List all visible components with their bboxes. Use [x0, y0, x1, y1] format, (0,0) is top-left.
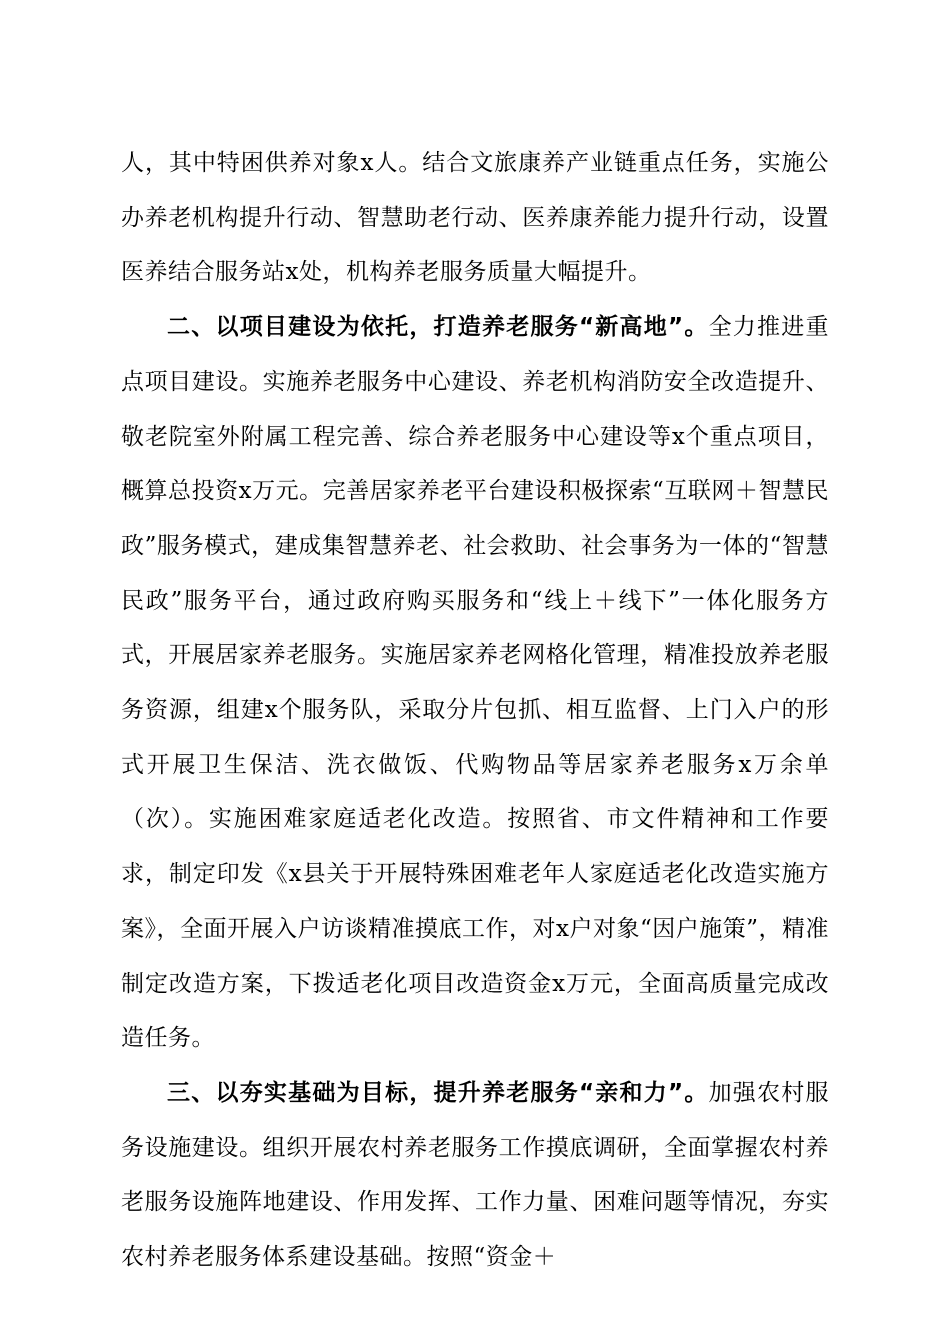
paragraph-section-three	[121, 1066, 829, 1285]
paragraph-section-two	[121, 300, 829, 1066]
paragraph-text: 加强农村服务设施建设。组织开展农村养老服务工作摸底调研，全面掌握农村养老服务设施阵地建设、作用发挥、工作力量、困难问题等情况，夯实农村养老服务体系建设基础。按照“资金＋	[121, 1079, 830, 1271]
paragraph-continuation	[121, 136, 829, 300]
section-heading-two: 二、以项目建设为依托，打造养老服务“新高地”。	[167, 314, 709, 341]
paragraph-text: 全力推进重点项目建设。实施养老服务中心建设、养老机构消防安全改造提升、敬老院室外附属工程完善、综合养老服务中心建设等x个重点项目，概算总投资x万元。完善居家养老平台建设积极探索“互联网＋智慧民政”服务模式，建成集智慧养老、社会救助、社会事务为一体的“智慧民政”服务平台，通过政府购买服务和“线上＋线下”一体化服务方式，开展居家养老服务。实施居家养老网格化管理，精准投放养老服务资源，组建x个服务队，采取分片包抓、相互监督、上门入户的形式开展卫生保洁、洗衣做饭、代购物品等居家养老服务x万余单（次）。实施困难家庭适老化改造。按照省、市文件精神和工作要求，制定印发《x县关于开展特殊困难老年人家庭适老化改造实施方案》，全面开展入户访谈精准摸底工作，对x户对象“因户施策”，精准制定改造方案，下拨适老化项目改造资金x万元，全面高质量完成改造任务。	[121, 314, 830, 1052]
paragraph-text: 人，其中特困供养对象x人。结合文旅康养产业链重点任务，实施公办养老机构提升行动、智慧助老行动、医养康养能力提升行动，设置医养结合服务站x处，机构养老服务质量大幅提升。	[121, 150, 829, 286]
section-heading-three: 三、以夯实基础为目标，提升养老服务“亲和力”。	[167, 1079, 709, 1106]
document-body	[121, 136, 829, 1285]
